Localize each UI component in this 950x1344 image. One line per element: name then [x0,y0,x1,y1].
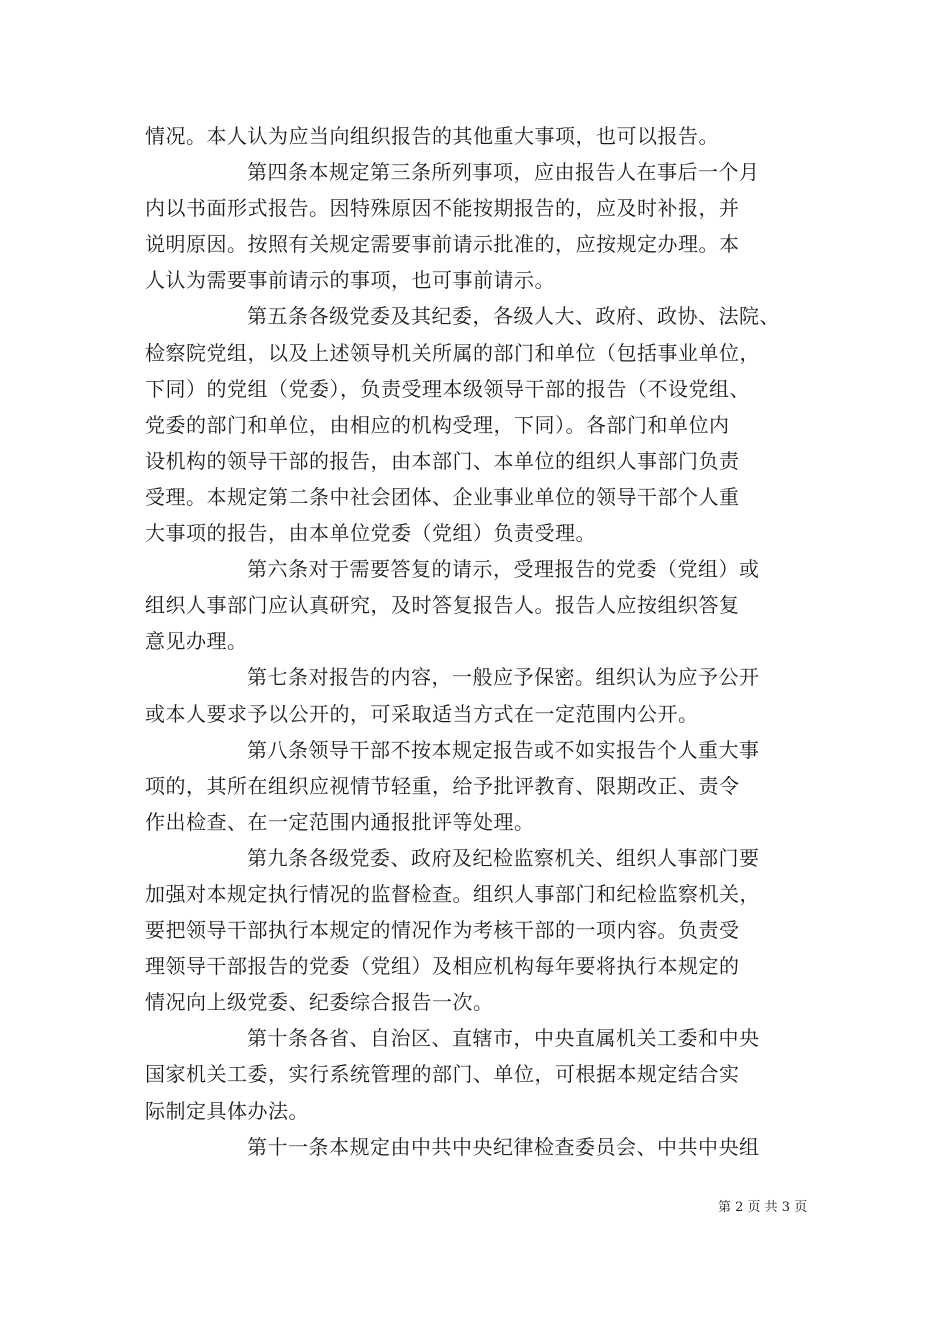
page-number-footer: 第 2 页 共 3 页 [718,1200,808,1215]
text-line: 大事项的报告，由本单位党委（党组）负责受理。 [145,521,596,546]
body-text [145,118,810,1165]
text-line: 作出检查、在一定范围内通报批评等处理。 [145,809,535,834]
paragraph-start-line: 第八条领导干部不按本规定报告或不如实报告个人重大事 [247,737,760,762]
text-line: 或本人要求予以公开的，可采取适当方式在一定范围内公开。 [145,701,699,726]
text-line: 理领导干部报告的党委（党组）及相应机构每年要将执行本规定的 [145,954,740,979]
text-line: 情况向上级党委、纪委综合报告一次。 [145,990,494,1015]
text-line: 人认为需要事前请示的事项，也可事前请示。 [145,268,555,293]
text-line: 检察院党组，以及上述领导机关所属的部门和单位（包括事业单位， [145,340,760,365]
paragraph-start-line: 第七条对报告的内容，一般应予保密。组织认为应予公开 [247,665,760,690]
text-line: 加强对本规定执行情况的监督检查。组织人事部门和纪检监察机关， [145,881,760,906]
text-line: 内以书面形式报告。因特殊原因不能按期报告的，应及时补报，并 [145,196,740,221]
text-line: 设机构的领导干部的报告，由本部门、本单位的组织人事部门负责 [145,448,740,473]
text-line: 受理。本规定第二条中社会团体、企业事业单位的领导干部个人重 [145,484,740,509]
paragraph-start-line: 第六条对于需要答复的请示，受理报告的党委（党组）或 [247,557,760,582]
text-line: 要把领导干部执行本规定的情况作为考核干部的一项内容。负责受 [145,918,740,943]
text-line: 党委的部门和单位，由相应的机构受理，下同）。各部门和单位内 [145,412,730,437]
paragraph-start-line: 第十一条本规定由中共中央纪律检查委员会、中共中央组 [247,1134,760,1159]
paragraph-start-line: 第十条各省、自治区、直辖市，中央直属机关工委和中央 [247,1026,760,1051]
text-line: 下同）的党组（党委），负责受理本级领导干部的报告（不设党组、 [145,376,750,401]
text-line: 意见办理。 [145,629,248,654]
text-line: 组织人事部门应认真研究，及时答复报告人。报告人应按组织答复 [145,593,740,618]
text-line: 项的，其所在组织应视情节轻重，给予批评教育、限期改正、责令 [145,773,740,798]
paragraph-start-line: 第四条本规定第三条所列事项，应由报告人在事后一个月 [247,160,760,185]
text-line: 际制定具体办法。 [145,1098,309,1123]
paragraph-start-line: 第九条各级党委、政府及纪检监察机关、组织人事部门要 [247,845,760,870]
paragraph-start-line: 第五条各级党委及其纪委，各级人大、政府、政协、法院、 [247,304,780,329]
text-line: 情况。本人认为应当向组织报告的其他重大事项，也可以报告。 [145,124,719,148]
text-line: 说明原因。按照有关规定需要事前请示批准的，应按规定办理。本 [145,232,740,257]
text-line: 国家机关工委，实行系统管理的部门、单位，可根据本规定结合实 [145,1062,740,1087]
